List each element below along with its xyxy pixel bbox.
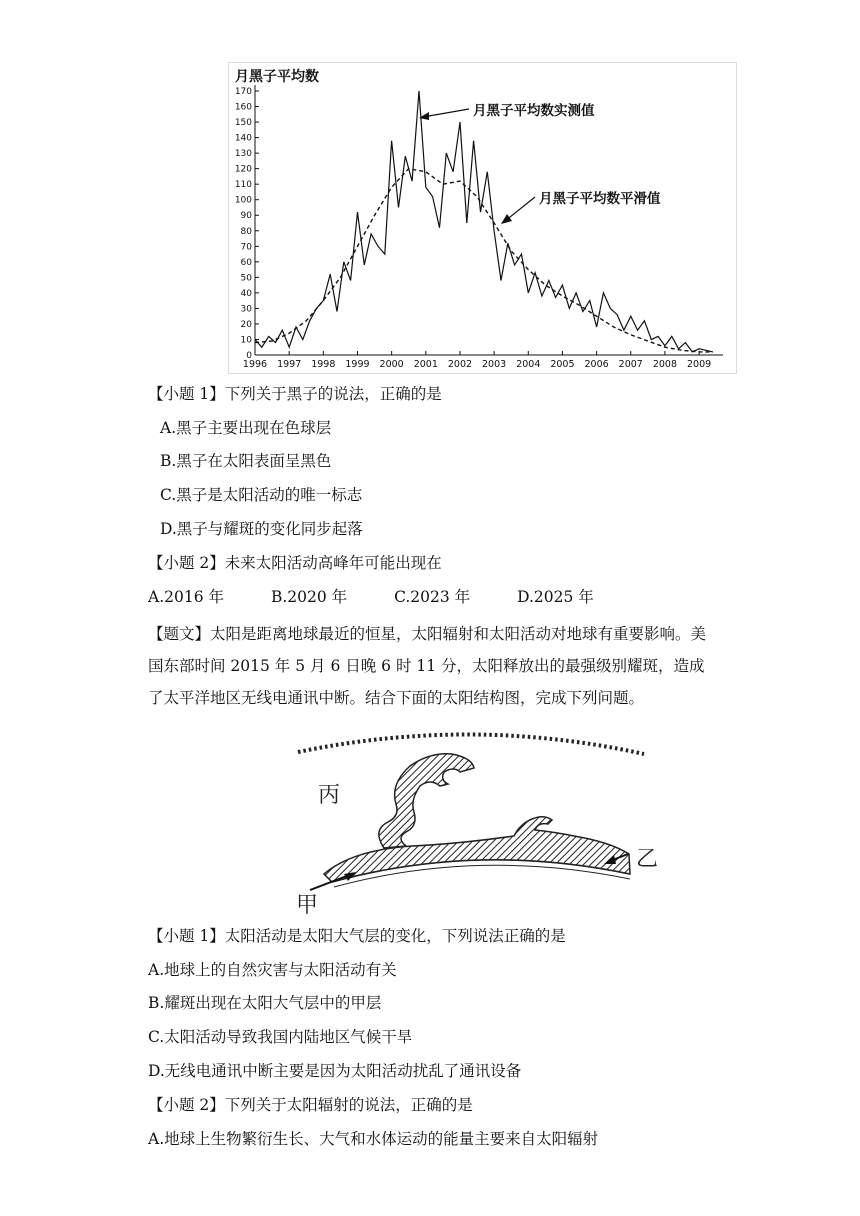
x-tick-label: 2000 (379, 359, 404, 370)
question-4-option-a: A.地球上生物繁衍生长、大气和水体运动的能量主要来自太阳辐射 (148, 1130, 599, 1148)
x-tick-label: 1996 (242, 359, 268, 370)
y-tick-label: 30 (240, 304, 252, 315)
corona-arc (298, 734, 644, 754)
y-tick-label: 130 (234, 149, 252, 160)
x-tick-label: 2001 (413, 359, 438, 370)
x-tick-label: 2007 (618, 359, 643, 370)
chart-title: 月黑子平均数 (235, 69, 319, 85)
x-tick-label: 2004 (516, 359, 541, 370)
question-2-option-a: A.2016 年 (148, 588, 224, 606)
question-1-option-a: A.黑子主要出现在色球层 (160, 419, 332, 437)
x-tick-label: 2003 (482, 359, 507, 370)
y-tick-label: 20 (240, 319, 252, 330)
passage-text: 【题文】太阳是距离地球最近的恒星，太阳辐射和太阳活动对地球有重要影响。美国东部时间 2015 年 5 月 6 日晚 6 时 11 分，太阳释放出的最强级别耀斑，造成了太平洋地区无线电通讯中断。结合下面的太阳结构图，完成下列问题。 (148, 625, 707, 707)
question-4-stem: 【小题 2】下列关于太阳辐射的说法，正确的是 (148, 1096, 473, 1114)
y-tick-label: 140 (234, 133, 252, 144)
y-tick-label: 110 (234, 180, 252, 191)
question-1-stem: 【小题 1】下列关于黑子的说法，正确的是 (148, 385, 442, 403)
question-2-option-b: B.2020 年 (270, 588, 348, 606)
y-tick-label: 160 (234, 102, 252, 113)
sunspot-chart (228, 62, 737, 374)
annotation-observed-leader (423, 109, 469, 117)
y-tick-label: 40 (240, 288, 252, 299)
x-tick-label: 2009 (686, 359, 712, 370)
x-tick-label: 1999 (345, 359, 370, 370)
y-tick-label: 150 (234, 118, 252, 129)
y-tick-label: 60 (240, 257, 252, 268)
y-tick-label: 170 (234, 87, 252, 97)
label-yi: 乙 (636, 847, 659, 872)
y-tick-label: 80 (240, 226, 252, 237)
question-3-option-c: C.太阳活动导致我国内陆地区气候干旱 (148, 1028, 413, 1046)
question-3-option-a: A.地球上的自然灾害与太阳活动有关 (148, 961, 397, 979)
question-2-stem: 【小题 2】未来太阳活动高峰年可能出现在 (148, 554, 442, 572)
sun-structure-diagram (292, 724, 662, 916)
x-tick-label: 2008 (652, 359, 678, 370)
prominence (379, 754, 474, 848)
y-tick-label: 100 (234, 195, 252, 206)
x-tick-label: 1997 (277, 359, 302, 370)
y-tick-label: 120 (234, 164, 252, 175)
question-2-option-c: C.2023 年 (394, 588, 471, 606)
question-2-options (148, 586, 636, 608)
x-tick-label: 2006 (584, 359, 609, 370)
y-tick-label: 90 (240, 211, 252, 222)
annotation-smoothed-arrow-icon (501, 214, 512, 224)
question-1-option-b: B.黑子在太阳表面呈黑色 (160, 452, 332, 470)
x-tick-label: 2005 (550, 359, 575, 370)
x-tick-label: 2002 (447, 359, 473, 370)
question-3-option-b: B.耀斑出现在太阳大气层中的甲层 (148, 994, 382, 1012)
label-bing: 丙 (318, 783, 341, 808)
x-tick-label: 1998 (311, 359, 336, 370)
observed-series-line (255, 91, 713, 352)
y-tick-label: 10 (240, 335, 252, 346)
y-tick-label: 70 (240, 242, 252, 253)
annotation-smoothed: 月黑子平均数平滑值 (539, 191, 661, 207)
question-3-option-d: D.无线电通讯中断主要是因为太阳活动扰乱了通讯设备 (148, 1062, 522, 1080)
y-tick-label: 0 (246, 351, 252, 361)
sunspot-chart-svg (229, 63, 736, 373)
question-1-option-c: C.黑子是太阳活动的唯一标志 (160, 486, 363, 504)
question-2-option-d: D.2025 年 (517, 588, 594, 606)
question-3-stem: 【小题 1】太阳活动是太阳大气层的变化，下列说法正确的是 (148, 927, 566, 945)
y-tick-label: 50 (240, 273, 252, 284)
annotation-observed: 月黑子平均数实测值 (473, 103, 595, 119)
question-1-option-d: D.黑子与耀斑的变化同步起落 (160, 520, 363, 538)
chromosphere-band (324, 817, 630, 882)
annotation-smoothed-leader (505, 197, 535, 221)
label-jia: 甲 (296, 893, 319, 916)
